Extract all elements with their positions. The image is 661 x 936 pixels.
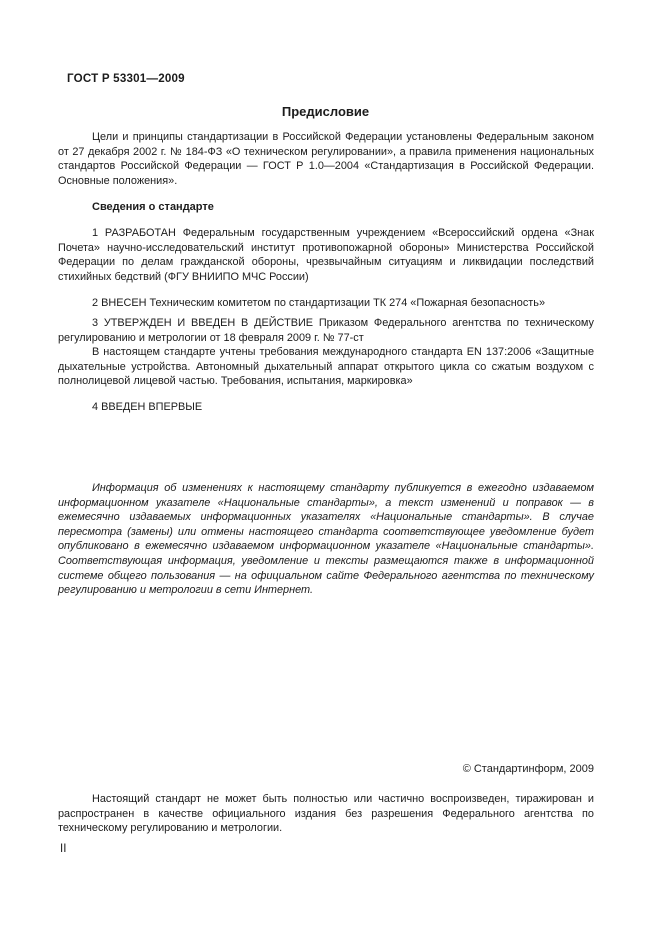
page-number: II [60,843,67,855]
about-standard-heading: Сведения о стандарте [92,201,214,213]
reproduction-restriction-notice: Настоящий стандарт не может быть полностью или частично воспроизведен, тиражирован и распространен в качестве официального издания без разрешения Федерального агентства по техническому регулированию и метрологии. [58,793,594,835]
item-2-submitted-by: 2 ВНЕСЕН Техническим комитетом по стандартизации ТК 274 «Пожарная безопасность» [92,297,546,309]
item-3-approval-block [58,316,594,389]
amendments-information-note: Информация об изменениях к настоящему стандарту публикуется в ежегодно издаваемом информационном указателе «Национальные стандарты», а текст изменений и поправок — в ежемесячно издаваемых информационных указателях «Национальные стандарты». В случае пересмотра (замены) или отмены настоящего стандарта соответствующее уведомление будет опубликовано в ежемесячно издаваемом информационном указателе «Национальные стандарты». Соответствующая информация, уведомление и тексты размещаются также в информационной системе общего пользования — на официальном сайте Федерального агентства по техническому регулированию и метрологии в сети Интернет. [58,482,594,597]
item-3-en-standard-note: В настоящем стандарте учтены требования международного стандарта EN 137:2006 «Защитные дыхательные устройства. Автономный дыхательный аппарат открытого цикла со сжатым воздухом с полнолицевой лицевой частью. Требования, испытания, маркировка» [58,346,594,388]
item-4-first-introduced: 4 ВВЕДЕН ВПЕРВЫЕ [92,401,203,413]
item-1-developed-by: 1 РАЗРАБОТАН Федеральным государственным учреждением «Всероссийский ордена «Знак Почета» научно-исследовательский институт противопожарной обороны» Министерства Российской Федерации по делам гражданской обороны, чрезвычайным ситуациям и ликвидации последствий стихийных бедствий (ФГУ ВНИИПО МЧС России) [58,227,594,283]
standard-code: ГОСТ Р 53301—2009 [67,72,185,85]
copyright-notice: © Стандартинформ, 2009 [462,763,594,775]
page-title: Предисловие [281,104,370,119]
intro-paragraph: Цели и принципы стандартизации в Российской Федерации установлены Федеральным законом от 27 декабря 2002 г. № 184-ФЗ «О техническом регулировании», а правила применения национальных стандартов Российской Федерации — ГОСТ Р 1.0—2004 «Стандартизация в Российской Федерации. Основные положения». [58,131,594,187]
item-3-approved: 3 УТВЕРЖДЕН И ВВЕДЕН В ДЕЙСТВИЕ Приказом Федерального агентства по техническому регулированию и метрологии от 18 февраля 2009 г. № 77-ст [58,317,594,344]
